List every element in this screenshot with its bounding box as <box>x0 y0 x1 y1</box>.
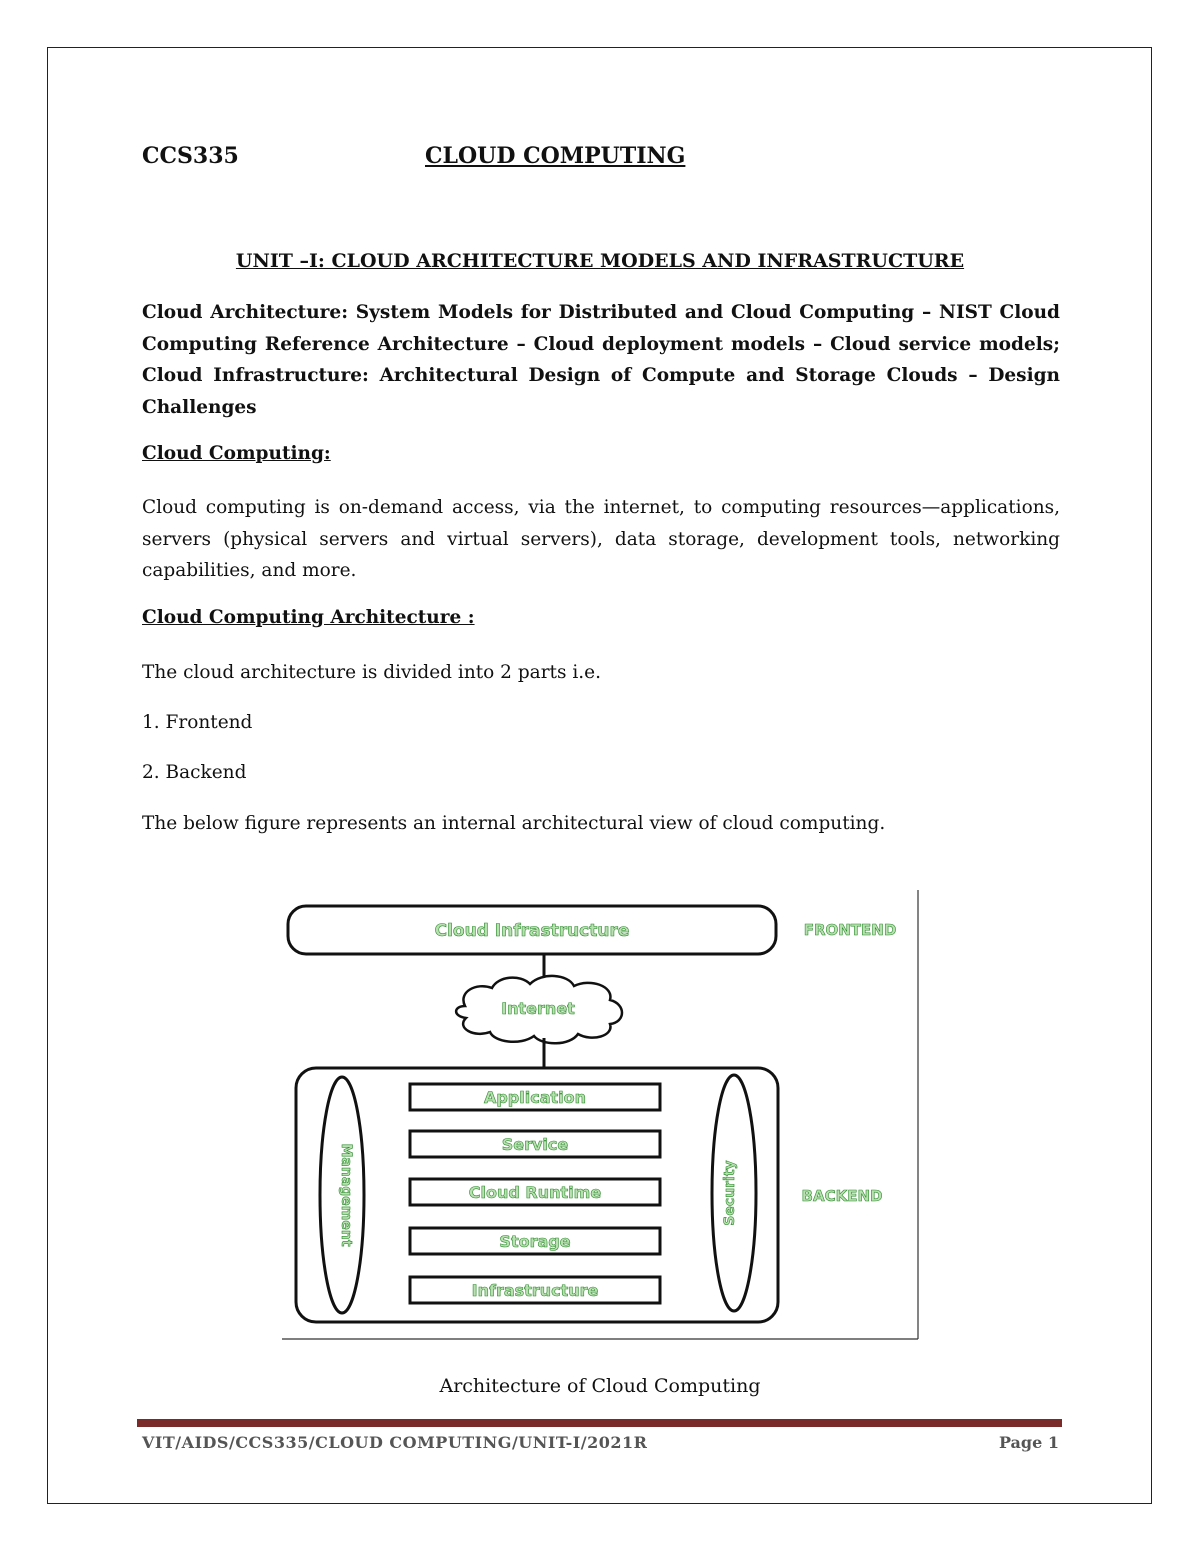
architecture-figure <box>280 888 922 1343</box>
layer-service-label: Service <box>501 1135 569 1154</box>
page-number: Page 1 <box>998 1433 1059 1452</box>
syllabus-text: Cloud Architecture: System Models for Distributed and Cloud Computing – NIST Cloud Computing Reference Architecture – Cloud deployment models – Cloud service models; Cloud Infrastructure: Architectural Design of Compute and Storage Clouds – Design Challenges <box>142 302 1060 418</box>
security-label: Security <box>722 1160 738 1226</box>
backend-label: BACKEND <box>801 1187 883 1205</box>
course-code: CCS335 <box>142 143 239 169</box>
footer-rule <box>137 1419 1062 1427</box>
architecture-heading: Cloud Computing Architecture : <box>142 607 475 628</box>
cloud-infrastructure-label: Cloud Infrastructure <box>434 921 630 941</box>
list-item-frontend: 1. Frontend <box>142 712 253 733</box>
list-item-backend: 2. Backend <box>142 762 247 783</box>
course-title: CLOUD COMPUTING <box>425 143 686 169</box>
management-label: Management <box>338 1143 354 1247</box>
internet-label: Internet <box>501 999 575 1018</box>
layer-application-label: Application <box>483 1088 587 1107</box>
figure-intro: The below figure represents an internal architectural view of cloud computing. <box>142 813 886 834</box>
frontend-label: FRONTEND <box>803 921 897 939</box>
layer-runtime-label: Cloud Runtime <box>468 1183 602 1202</box>
layer-storage-label: Storage <box>499 1232 571 1251</box>
figure-caption: Architecture of Cloud Computing <box>439 1375 761 1397</box>
cloud-computing-heading: Cloud Computing: <box>142 443 331 464</box>
architecture-intro: The cloud architecture is divided into 2 parts i.e. <box>142 662 601 683</box>
unit-title: UNIT –I: CLOUD ARCHITECTURE MODELS AND INFRASTRUCTURE <box>235 250 965 272</box>
cloud-computing-definition: Cloud computing is on-demand access, via the internet, to computing resources—applications, servers (physical servers and virtual servers), data storage, development tools, networking capabilities, and more. <box>142 497 1060 581</box>
footer-left-text: VIT/AIDS/CCS335/CLOUD COMPUTING/UNIT-I/2021R <box>142 1433 648 1452</box>
layer-infrastructure-label: Infrastructure <box>471 1281 599 1300</box>
